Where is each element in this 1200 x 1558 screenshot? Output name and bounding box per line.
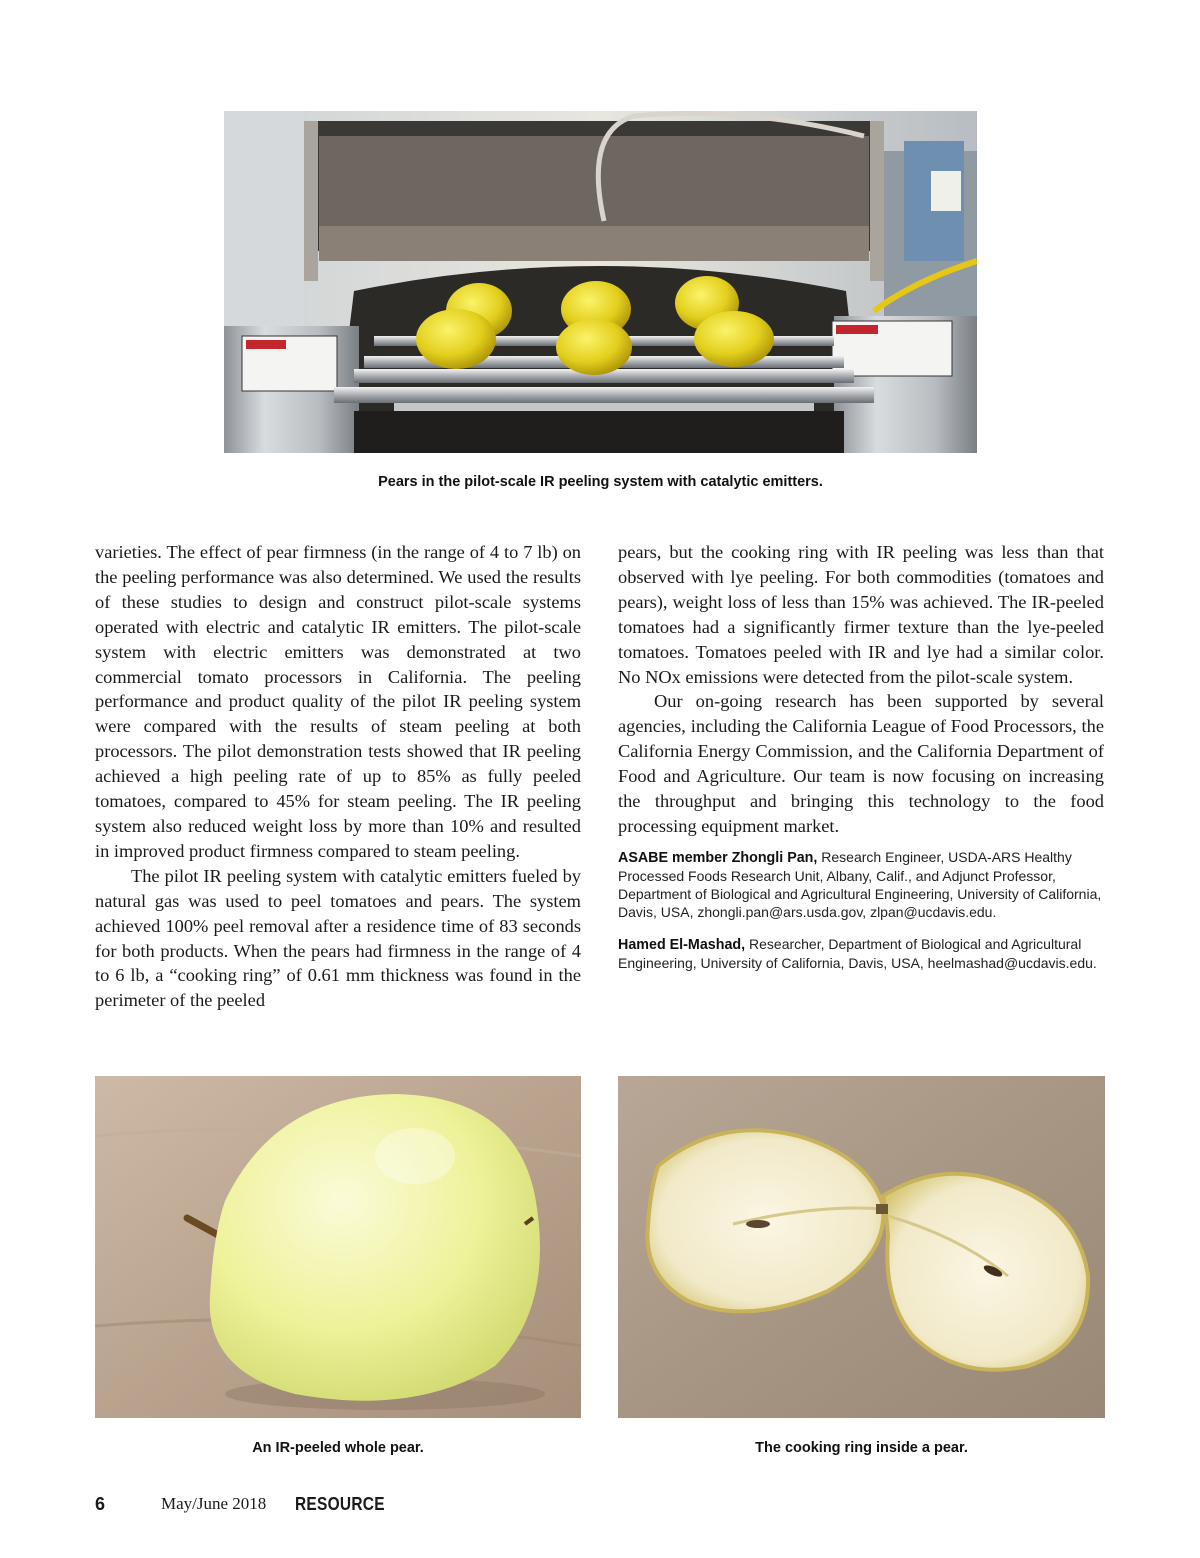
right-paragraph-2: Our on-going research has been supported by several agencies, including the California League of Food Processors, the California Energy Commission, and the California Department of Food and Agriculture. Our team is now focusing on increasing the throughput and bringing this technology to the food processing equipment market.	[618, 691, 1104, 836]
magazine-name: RESOURCE	[295, 1494, 385, 1514]
cooking-ring-caption: The cooking ring inside a pear.	[755, 1440, 968, 1456]
author-name-pan: ASABE member Zhongli Pan,	[618, 849, 818, 866]
cooking-ring-photo	[618, 1076, 1105, 1418]
left-column	[95, 540, 581, 1013]
author-bio-pan	[618, 848, 1104, 922]
page-number: 6	[95, 1494, 106, 1514]
right-paragraph-1: pears, but the cooking ring with IR peeling was less than that observed with lye peeling. For both commodities (tomatoes and pears), weight loss of less than 15% was achieved. The IR-peeled tomatoes had a significantly firmer texture than the lye-peeled tomatoes. Tomatoes peeled with IR and lye had a similar color. No NOx emissions were detected from the pilot-scale system.	[618, 542, 1104, 687]
author-details-elmashad: Researcher, Department of Biological and Agricultural Engineering, University of California, Davis, USA, heelmashad@ucdavis.edu.	[618, 935, 1097, 971]
whole-pear-caption: An IR-peeled whole pear.	[252, 1440, 424, 1456]
top-photo-caption: Pears in the pilot-scale IR peeling system with catalytic emitters.	[378, 474, 823, 490]
left-paragraph-1: varieties. The effect of pear firmness (in the range of 4 to 7 lb) on the peeling performance was also determined. We used the results of these studies to design and construct pilot-scale systems operated with electric and catalytic IR emitters. The pilot-scale system with electric emitters was demonstrated at two commercial tomato processors in California. The peeling performance and product quality of the pilot IR peeling system were compared with the results of steam peeling at both processors. The pilot demonstration tests showed that IR peeling achieved a high peeling rate of up to 85% as fully peeled tomatoes, compared to 45% for steam peeling. The IR peeling system also reduced weight loss by more than 10% and resulted in improved product firmness compared to steam peeling.	[95, 542, 581, 861]
right-column	[618, 540, 1104, 972]
issue-date: May/June 2018	[161, 1494, 267, 1513]
author-details-pan: Research Engineer, USDA-ARS Healthy Processed Foods Research Unit, Albany, Calif., and Adjunct Professor, Department of Biological and Agricultural Engineering, University of California, Davis, USA, zhongli.pan@ars.usda.gov, zlpan@ucdavis.edu.	[618, 848, 1102, 921]
top-photo	[224, 111, 977, 453]
whole-pear-photo	[95, 1076, 581, 1418]
author-bio-elmashad	[618, 935, 1104, 972]
left-paragraph-2: The pilot IR peeling system with catalytic emitters fueled by natural gas was used to peel tomatoes and pears. The system achieved 100% peel removal after a residence time of 83 seconds for both products. When the pears had firmness in the range of 4 to 6 lb, a “cooking ring” of 0.61 mm thickness was found in the perimeter of the peeled	[95, 865, 581, 1011]
author-name-elmashad: Hamed El-Mashad,	[618, 936, 746, 953]
